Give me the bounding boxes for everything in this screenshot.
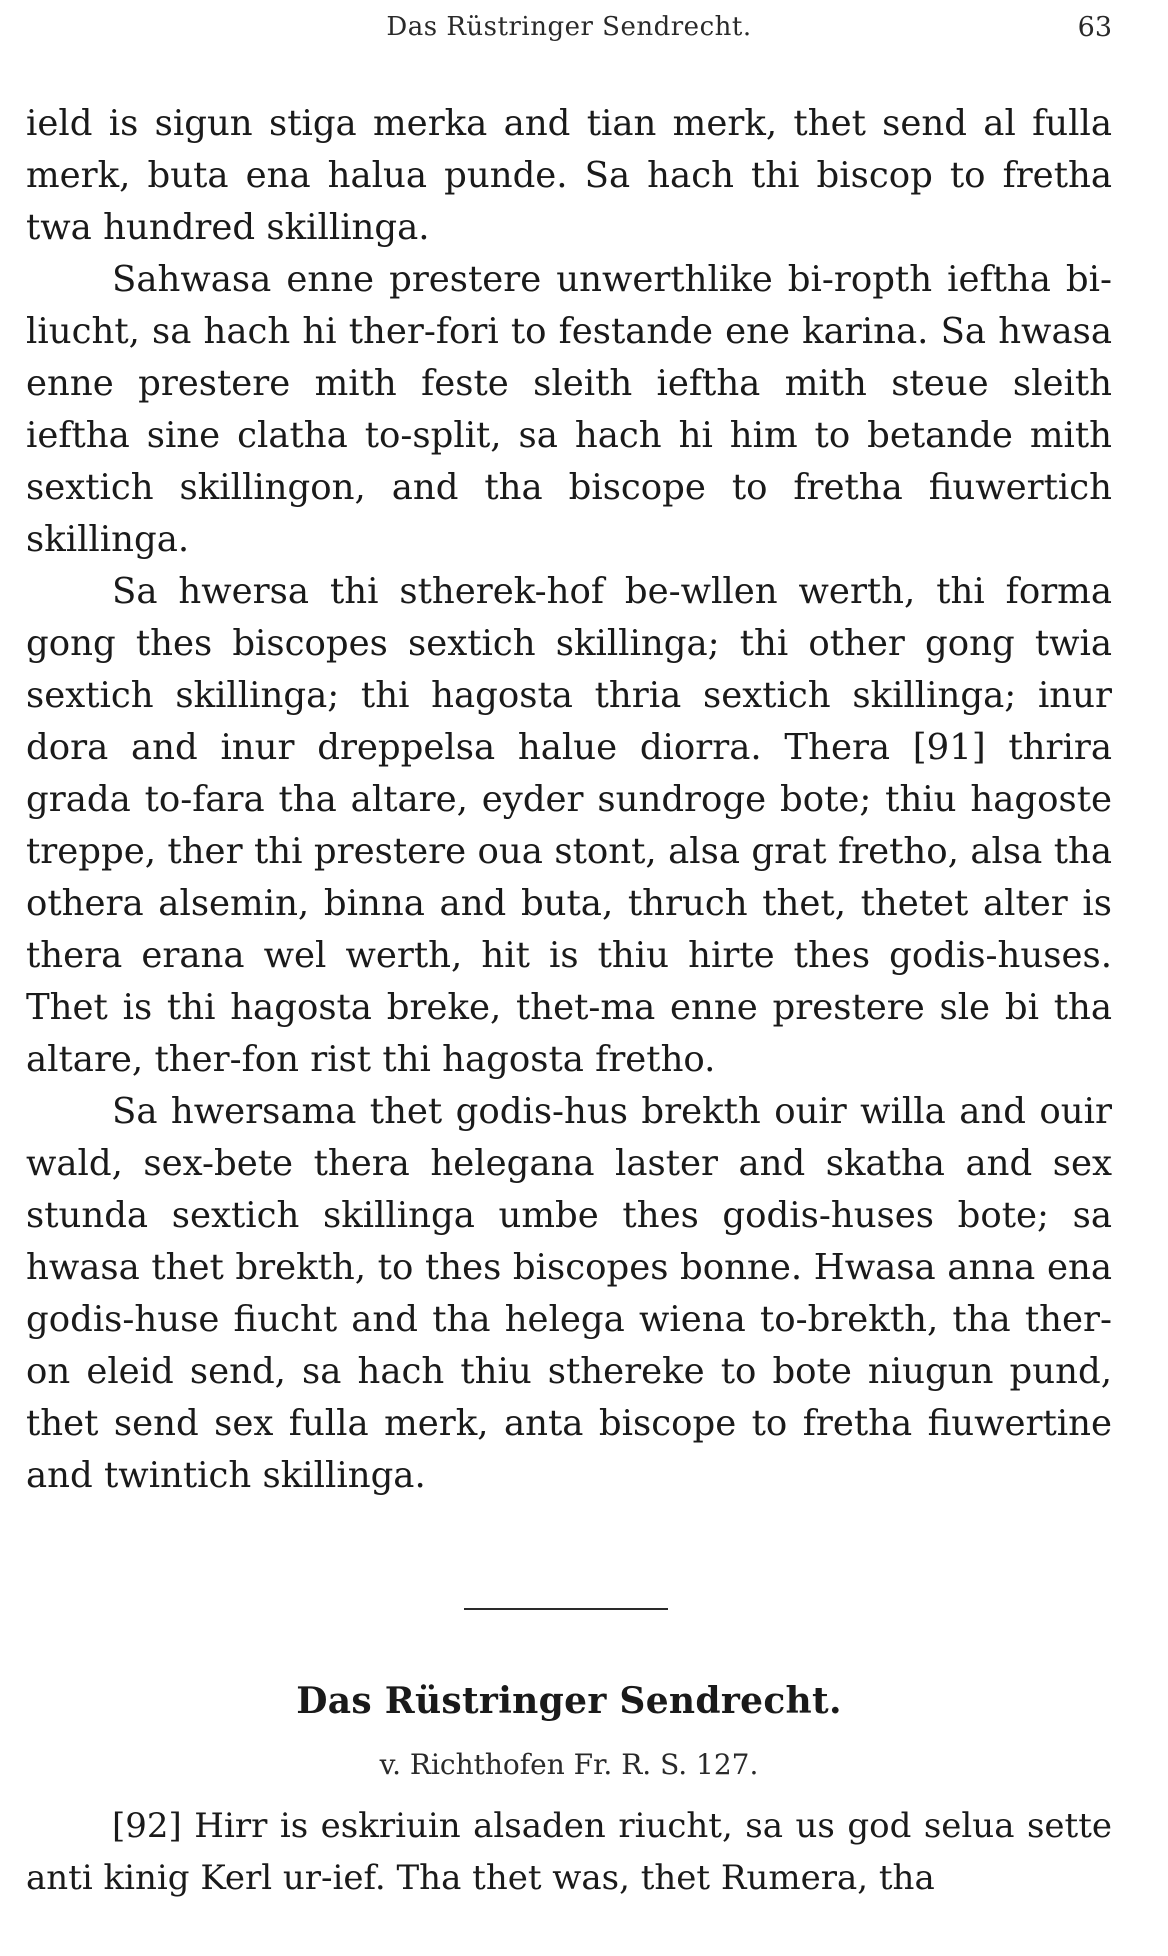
- running-title: Das Rüstringer Sendrecht.: [386, 12, 752, 42]
- paragraph-4: Sa hwersama thet godis-hus brekth ouir willa and ouir wald, sex-bete thera helegana laster and skatha and sex stunda sextich skillinga umbe thes godis-huses bote; sa hwasa thet brekth, to thes biscopes bonne. Hwasa anna ena godis-huse fiucht and tha helega wiena to-brekth, tha ther-on eleid send, sa hach thiu sthereke to bote niugun pund, thet send sex fulla merk, anta biscope to fretha fiuwertine and twintich skillinga.: [26, 1091, 1112, 1496]
- section-separator: [464, 1608, 668, 1610]
- paragraph-3: Sa hwersa thi stherek-hof be-wllen werth, thi forma gong thes biscopes sextich skillinga; thi other gong twia sextich skillinga; thi hagosta thria sextich skillinga; inur dora and inur dreppelsa halue diorra. Thera [91] thrira grada to-fara tha altare, eyder sundroge bote; thiu hagoste treppe, ther thi prestere oua stont, alsa grat fretho, alsa tha othera alsemin, binna and buta, thruch thet, thetet alter is thera erana wel werth, hit is thiu hirte thes godis-huses. Thet is thi hagosta breke, thet-ma enne prestere sle bi tha altare, ther-fon rist thi hagosta fretho.: [26, 571, 1112, 1080]
- running-head: [26, 12, 1112, 52]
- paragraph-2: Sahwasa enne prestere unwerthlike bi-ropth ieftha bi-liucht, sa hach hi ther-fori to festande ene karina. Sa hwasa enne prestere mith feste sleith ieftha mith steue sleith ieftha sine clatha to-split, sa hach hi him to betande mith sextich skillingon, and tha biscope to fretha fiuwertich skillinga.: [26, 259, 1112, 560]
- paragraph-1: ield is sigun stiga merka and tian merk, thet send al fulla merk, buta ena halua punde. Sa hach thi biscop to fretha twa hundred skillinga.: [26, 103, 1112, 248]
- section-heading: Das Rüstringer Sendrecht.: [296, 1680, 842, 1722]
- page-number: 63: [1077, 12, 1112, 43]
- body-text: [26, 98, 1112, 1502]
- section-source: v. Richthofen Fr. R. S. 127.: [379, 1748, 759, 1781]
- section-body: [26, 1800, 1112, 1904]
- section-paragraph: [92] Hirr is eskriuin alsaden riucht, sa us god selua sette anti kinig Kerl ur-ief. Tha thet was, thet Rumera, tha: [26, 1806, 1112, 1898]
